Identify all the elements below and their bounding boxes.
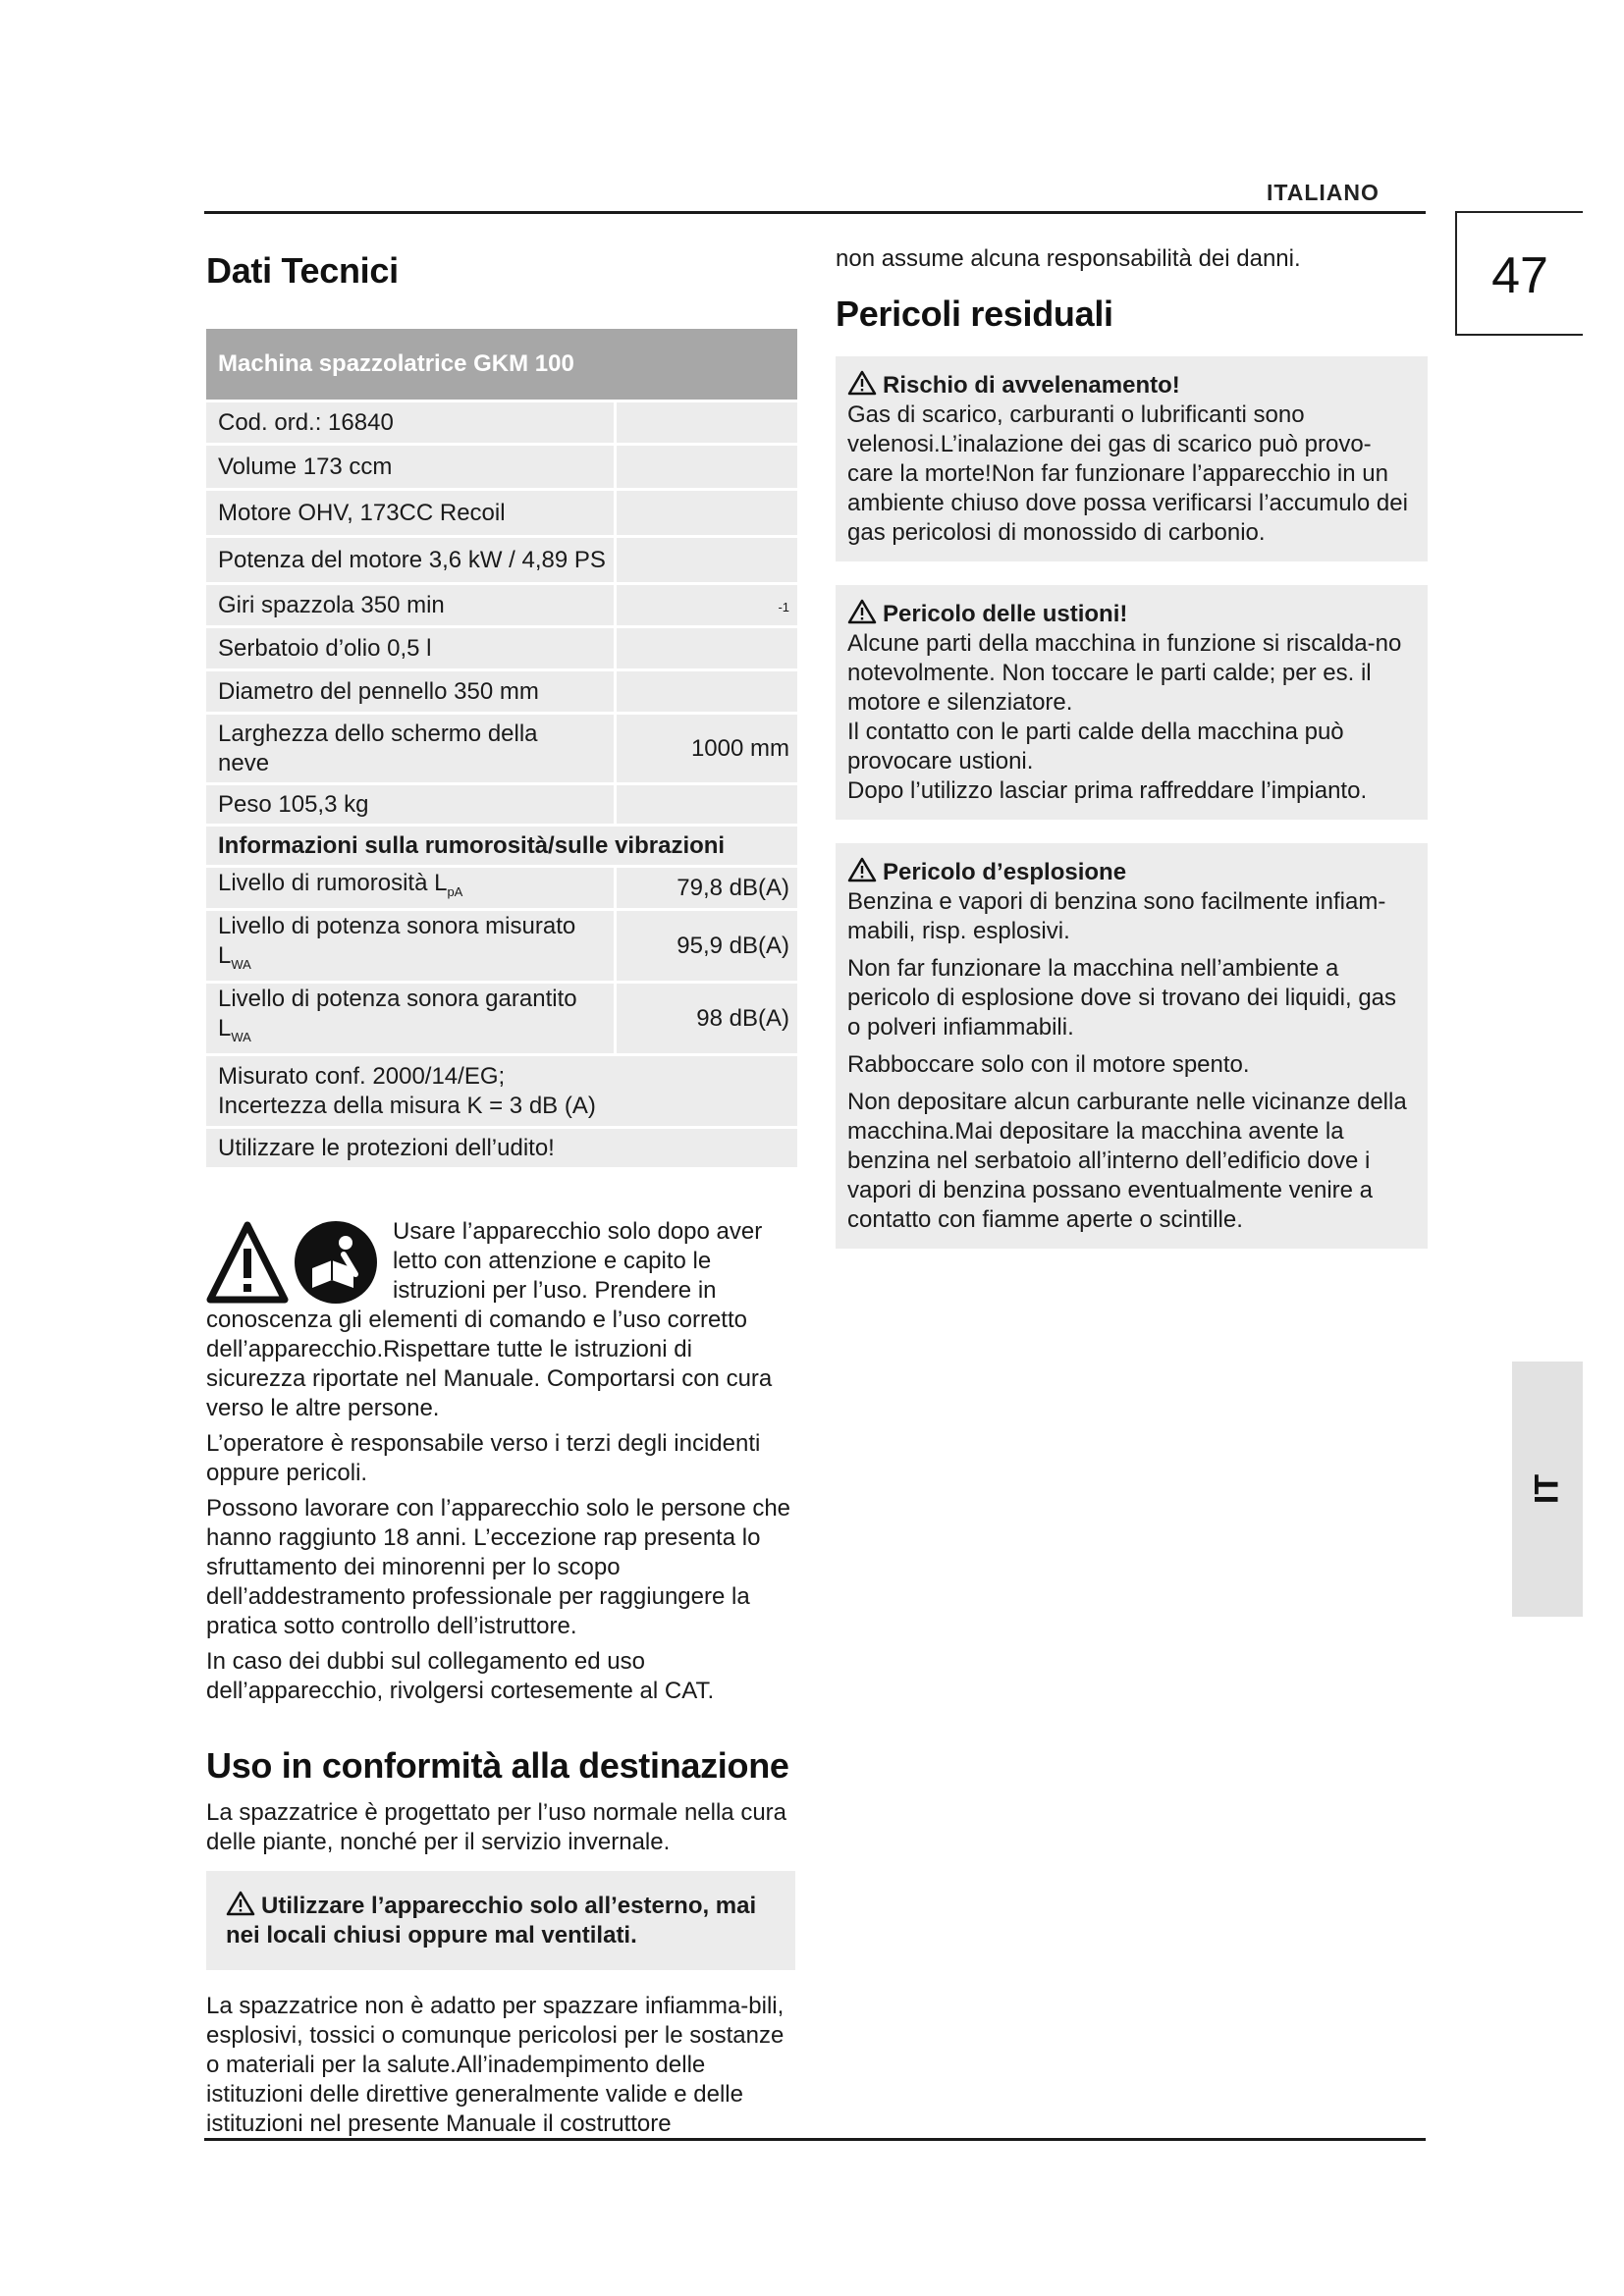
poisoning-title bbox=[847, 370, 1416, 400]
tech-row-label: Peso 105,3 kg bbox=[206, 784, 615, 826]
warning-icon bbox=[847, 370, 877, 396]
noise-row-label bbox=[206, 867, 615, 910]
tech-row-value bbox=[615, 670, 797, 714]
noise-label-sub: WA bbox=[231, 1029, 251, 1044]
burns-title-text: Pericolo delle ustioni! bbox=[883, 601, 1128, 627]
noise-row-value: 95,9 dB(A) bbox=[615, 910, 797, 983]
tech-row-value bbox=[615, 537, 797, 584]
tech-row-value bbox=[615, 490, 797, 537]
measure-note bbox=[206, 1055, 797, 1128]
explosion-title-text: Pericolo d’esplosione bbox=[883, 859, 1127, 885]
outdoor-warning-box bbox=[206, 1871, 795, 1970]
noise-row-label bbox=[206, 983, 615, 1055]
tech-row-label: Giri spazzola 350 min bbox=[206, 584, 615, 627]
explosion-title bbox=[847, 857, 1416, 887]
explosion-para-3: Rabboccare solo con il motore spento. bbox=[847, 1051, 1250, 1078]
noise-label-sub: WA bbox=[231, 956, 251, 972]
burns-para-2: Il contatto con le parti calde della macchina può provocare ustioni. bbox=[847, 719, 1344, 774]
burns-para-1: Alcune parti della macchina in funzione si riscalda-no notevolmente. Non toccare le parti calde; per es. il motore e silenziatore. bbox=[847, 630, 1402, 716]
tech-title: Dati Tecnici bbox=[206, 250, 399, 291]
tech-row-value bbox=[615, 584, 797, 627]
language-tab-label: IT bbox=[1528, 1473, 1566, 1505]
hearing-protection-note: Utilizzare le protezioni dell’udito! bbox=[206, 1128, 797, 1169]
explosion-para-4: Non depositare alcun carburante nelle vicinanze della macchina.Mai depositare la macchina avente la benzina nel serbatoio all’interno dell’edificio dove i vapori di benzina possano eventualmente venire a contatto con fiamme aperte o scintille. bbox=[847, 1089, 1407, 1233]
page-number-box bbox=[1455, 211, 1583, 336]
burns-para-3: Dopo l’utilizzo lasciar prima raffreddare l’impianto. bbox=[847, 777, 1368, 804]
safety-para-4: In caso dei dubbi sul collegamento ed uso dell’apparecchio, rivolgersi cortesemente al CAT. bbox=[206, 1648, 715, 1704]
use-title: Uso in conformità alla destinazione bbox=[206, 1745, 789, 1786]
tech-table bbox=[206, 329, 797, 1170]
tech-row-value bbox=[615, 627, 797, 670]
right-column bbox=[836, 240, 1428, 1249]
tech-row-label: Diametro del pennello 350 mm bbox=[206, 670, 615, 714]
explosion-para-1: Benzina e vapori di benzina sono facilmente infiam-mabili, risp. esplosivi. bbox=[847, 888, 1386, 944]
warning-icon bbox=[847, 857, 877, 882]
noise-row-label bbox=[206, 910, 615, 983]
noise-row-value: 79,8 dB(A) bbox=[615, 867, 797, 910]
safety-para-3: Possono lavorare con l’apparecchio solo le persone che hanno raggiunto 18 anni. L’eccezione rap presenta lo sfruttamento dei minorenni per lo scopo dell’addestramento professionale per raggiungere la pratica sotto controllo dell’istruttore. bbox=[206, 1495, 791, 1639]
noise-label-text: Livello di rumorosità L bbox=[218, 870, 448, 897]
noise-section-title: Informazioni sulla rumorosità/sulle vibrazioni bbox=[206, 826, 797, 867]
top-rule bbox=[204, 211, 1426, 214]
language-header: ITALIANO bbox=[1267, 180, 1380, 205]
safety-para-1: Usare l’apparecchio solo dopo aver letto con attenzione e capito le istruzioni per l’uso. Prendere in conoscenza gli elementi di comando e l’uso corretto dell’apparecchio.Rispettare tutte le istruzioni di sicurezza riportate nel Manuale. Comportarsi con cura verso le altre persone. bbox=[206, 1218, 773, 1421]
noise-label-text: Livello di potenza sonora misurato L bbox=[218, 913, 576, 970]
tech-row-label: Volume 173 ccm bbox=[206, 445, 615, 490]
noise-label-text: Livello di potenza sonora garantito L bbox=[218, 986, 577, 1042]
use-para-1: La spazzatrice è progettato per l’uso normale nella cura delle piante, nonché per il servizio invernale. bbox=[206, 1799, 786, 1855]
explosion-para-2: Non far funzionare la macchina nell’ambiente a pericolo di esplosione dove si trovano dei liquidi, gas o polveri infiammabili. bbox=[847, 955, 1397, 1041]
tech-row-label: Larghezza dello schermo della neve bbox=[206, 714, 615, 784]
explosion-warning-box bbox=[836, 843, 1428, 1249]
use-para-2: La spazzatrice non è adatto per spazzare infiamma-bili, esplosivi, tossici o comunque pericolosi per le sostanze o materiali per la salute.All’inadempimento delle istituzioni delle direttive generalmente valide e delle istituzioni nel presente Manuale il costruttore bbox=[206, 1993, 785, 2137]
burns-warning-box bbox=[836, 585, 1428, 820]
outdoor-warning bbox=[226, 1891, 776, 1950]
tech-row-label: Cod. ord.: 16840 bbox=[206, 401, 615, 445]
tech-table-header: Machina spazzolatrice GKM 100 bbox=[206, 329, 797, 401]
measure-line-2: Incertezza della misura K = 3 dB (A) bbox=[218, 1092, 596, 1119]
warning-manual-icon bbox=[206, 1217, 383, 1306]
outdoor-warning-text: Utilizzare l’apparecchio solo all’esterno, mai nei locali chiusi oppure mal ventilati. bbox=[226, 1893, 757, 1949]
rpm-exponent: -1 bbox=[778, 600, 789, 614]
continuation-text: non assume alcuna responsabilità dei danni. bbox=[836, 245, 1301, 272]
residual-risks-title: Pericoli residuali bbox=[836, 294, 1113, 334]
tech-row-label: Motore OHV, 173CC Recoil bbox=[206, 490, 615, 537]
tech-row-label: Potenza del motore 3,6 kW / 4,89 PS bbox=[206, 537, 615, 584]
noise-label-sub: pA bbox=[447, 883, 463, 899]
poisoning-title-text: Rischio di avvelenamento! bbox=[883, 372, 1180, 399]
tech-row-value bbox=[615, 401, 797, 445]
page-number: 47 bbox=[1491, 247, 1548, 304]
noise-row-value: 98 dB(A) bbox=[615, 983, 797, 1055]
measure-line-1: Misurato conf. 2000/14/EG; bbox=[218, 1062, 506, 1090]
warning-icon bbox=[847, 599, 877, 624]
poisoning-warning-box bbox=[836, 356, 1428, 561]
bottom-rule bbox=[204, 2138, 1426, 2141]
safety-para-2: L’operatore è responsabile verso i terzi degli incidenti oppure pericoli. bbox=[206, 1430, 761, 1486]
poisoning-text: Gas di scarico, carburanti o lubrificanti sono velenosi.L’inalazione dei gas di scarico può provo-care la morte!Non far funzionare l’apparecchio in un ambiente chiuso dove possa verificarsi l’accumulo dei gas pericolosi di monossido di carbonio. bbox=[847, 401, 1408, 546]
language-side-tab bbox=[1512, 1362, 1583, 1617]
burns-title bbox=[847, 599, 1416, 629]
tech-row-value bbox=[615, 784, 797, 826]
warning-icon bbox=[226, 1891, 255, 1916]
tech-row-label: Serbatoio d’olio 0,5 l bbox=[206, 627, 615, 670]
tech-row-value: 1000 mm bbox=[615, 714, 797, 784]
left-column bbox=[206, 240, 795, 2139]
tech-row-value bbox=[615, 445, 797, 490]
safety-instructions bbox=[206, 1217, 795, 1706]
